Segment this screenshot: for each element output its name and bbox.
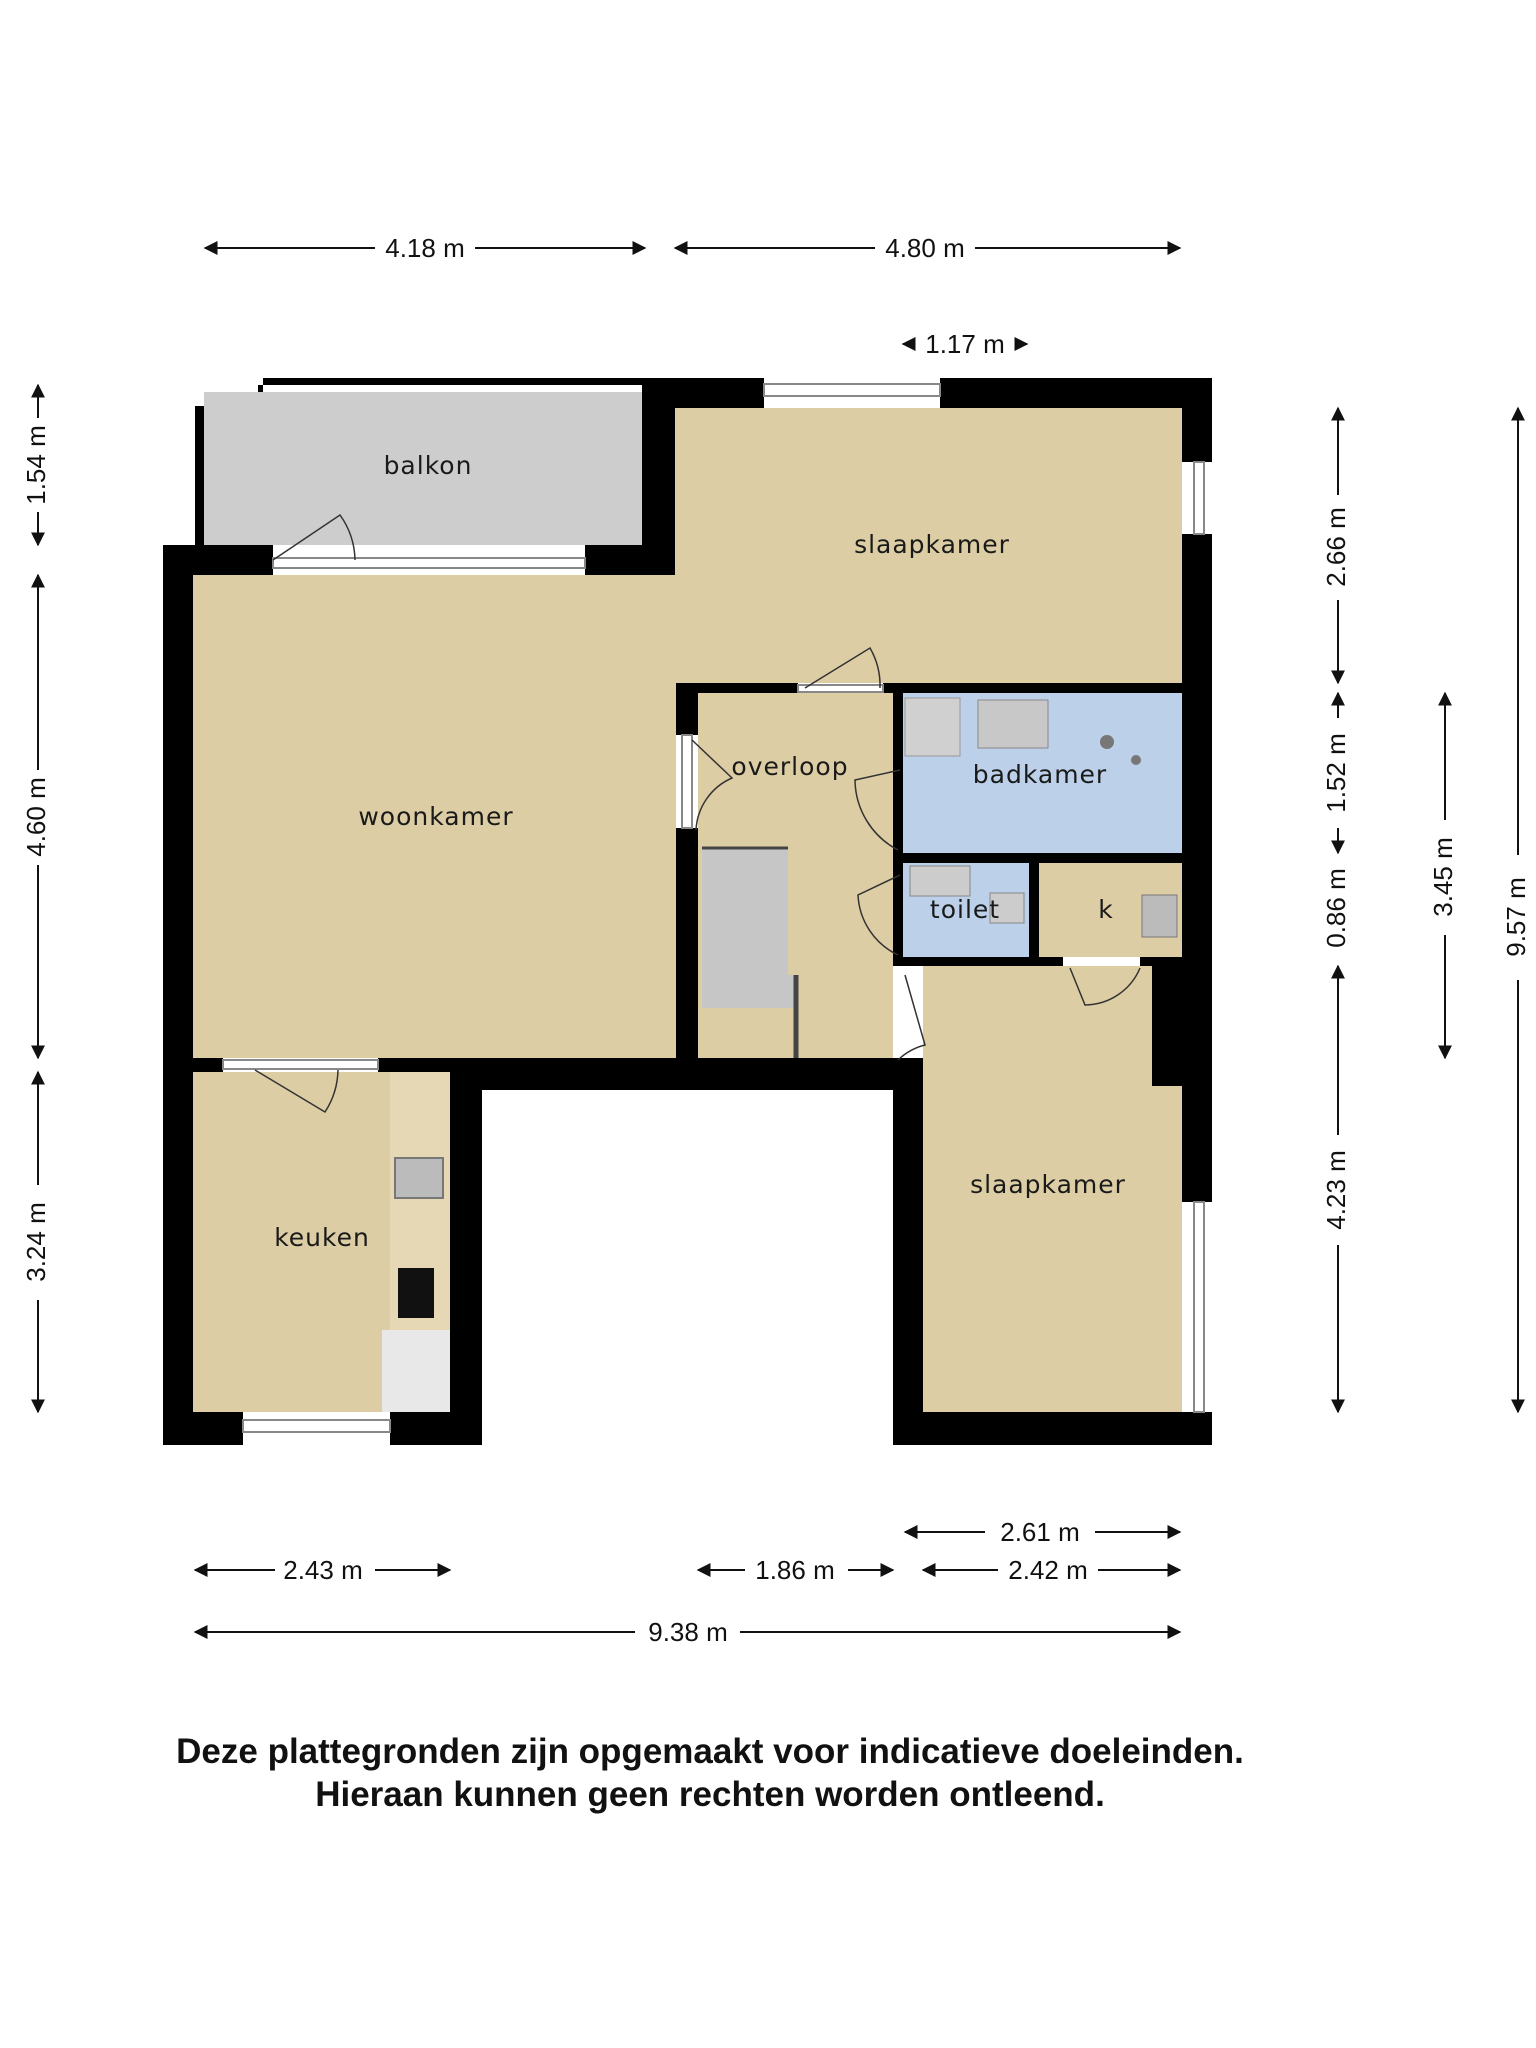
wall-slaap-top-bottom bbox=[698, 683, 798, 693]
wall-slaapkamer-bottom bbox=[893, 1412, 1212, 1445]
wall-toilet-bottom bbox=[893, 957, 1063, 966]
label-overloop: overloop bbox=[731, 752, 849, 781]
kitchen-fridge bbox=[382, 1330, 450, 1412]
window-balkon-door bbox=[273, 558, 585, 568]
dim-right-inner: 3.45 m bbox=[1427, 837, 1458, 917]
wall-k-bottom bbox=[1140, 957, 1192, 966]
wall-hall-bottom bbox=[450, 1058, 910, 1090]
wall-center-vertical-b bbox=[676, 828, 698, 1090]
bath-sink bbox=[978, 700, 1048, 748]
wall-top-right-b bbox=[940, 378, 1212, 408]
dim-bottom-slaapkamer-outer: 2.61 m bbox=[1000, 1517, 1080, 1547]
wall-toilet-right bbox=[1029, 853, 1039, 963]
shower-drain bbox=[1100, 735, 1114, 749]
kitchen-stove bbox=[398, 1268, 434, 1318]
label-slaapkamer-bottom: slaapkamer bbox=[970, 1170, 1126, 1199]
stairs-shape bbox=[702, 848, 794, 1008]
dim-bottom-overloop: 1.86 m bbox=[755, 1555, 835, 1585]
wall-right-inner-block bbox=[1152, 966, 1212, 1086]
label-toilet: toilet bbox=[929, 895, 1001, 924]
dim-bottom-keuken: 2.43 m bbox=[283, 1555, 363, 1585]
wall-right-upper bbox=[1182, 378, 1212, 462]
window-keuken bbox=[243, 1420, 390, 1432]
window-slaap-door bbox=[798, 685, 883, 692]
dim-bottom-total: 9.38 m bbox=[648, 1617, 728, 1647]
wall-keuken-bottom-left bbox=[163, 1412, 243, 1445]
window-slaapkamer-top bbox=[764, 384, 940, 396]
dim-right-total: 9.57 m bbox=[1500, 877, 1531, 957]
dim-right-slaapkamer-bottom: 4.23 m bbox=[1320, 1150, 1351, 1230]
wall-slaapkamer-bottom-left bbox=[893, 1058, 923, 1445]
dim-right-slaapkamer-top: 2.66 m bbox=[1320, 507, 1351, 587]
window-right-upper bbox=[1194, 462, 1204, 534]
shower-head bbox=[1131, 755, 1141, 765]
window-right-lower bbox=[1194, 1202, 1204, 1412]
window-overloop-door bbox=[682, 735, 692, 828]
dim-top-left: 4.18 m bbox=[385, 233, 465, 263]
wall-main-top-left bbox=[163, 545, 273, 575]
wall-right-mid bbox=[1182, 534, 1212, 1202]
label-keuken: keuken bbox=[274, 1223, 370, 1252]
dim-right-k: 0.86 m bbox=[1320, 868, 1351, 948]
door-slaapkamer-bottom bbox=[898, 975, 925, 1060]
wall-keuken-bottom-right bbox=[390, 1412, 482, 1445]
wall-woonkamer-bottom bbox=[163, 1058, 223, 1072]
room-slaapkamer-bottom-b bbox=[1152, 1086, 1182, 1412]
wall-bath-bottom bbox=[893, 853, 1192, 863]
bath-washer bbox=[905, 698, 960, 756]
dim-top-right: 4.80 m bbox=[885, 233, 965, 263]
disclaimer bbox=[0, 1730, 1420, 1816]
dim-left-keuken: 3.24 m bbox=[20, 1202, 51, 1282]
wall-slaap-top-bottom-b bbox=[883, 683, 1192, 693]
label-woonkamer: woonkamer bbox=[358, 802, 514, 831]
dim-right-badkamer: 1.52 m bbox=[1320, 733, 1351, 813]
label-balkon: balkon bbox=[383, 451, 473, 480]
wall-bath-left bbox=[893, 683, 903, 963]
label-k: k bbox=[1098, 895, 1114, 924]
label-slaapkamer-top: slaapkamer bbox=[854, 530, 1010, 559]
dim-window-top: 1.17 m bbox=[925, 329, 1005, 359]
dim-left-balkon: 1.54 m bbox=[20, 425, 51, 505]
label-badkamer: badkamer bbox=[972, 760, 1108, 789]
dim-bottom-slaapkamer-inner: 2.42 m bbox=[1008, 1555, 1088, 1585]
disclaimer-line-1: Deze plattegronden zijn opgemaakt voor indicatieve doeleinden. bbox=[176, 1732, 1244, 1771]
window-woonkamer-keuken bbox=[223, 1060, 378, 1069]
wall-top-right-a bbox=[642, 378, 764, 408]
kitchen-sink bbox=[395, 1158, 443, 1198]
k-boiler bbox=[1142, 895, 1177, 937]
toilet-sink bbox=[910, 866, 970, 896]
disclaimer-line-2: Hieraan kunnen geen rechten worden ontleend. bbox=[315, 1775, 1105, 1814]
wall-keuken-right bbox=[450, 1058, 482, 1445]
wall-main-left bbox=[163, 545, 193, 1445]
dim-left-woonkamer: 4.60 m bbox=[20, 777, 51, 857]
